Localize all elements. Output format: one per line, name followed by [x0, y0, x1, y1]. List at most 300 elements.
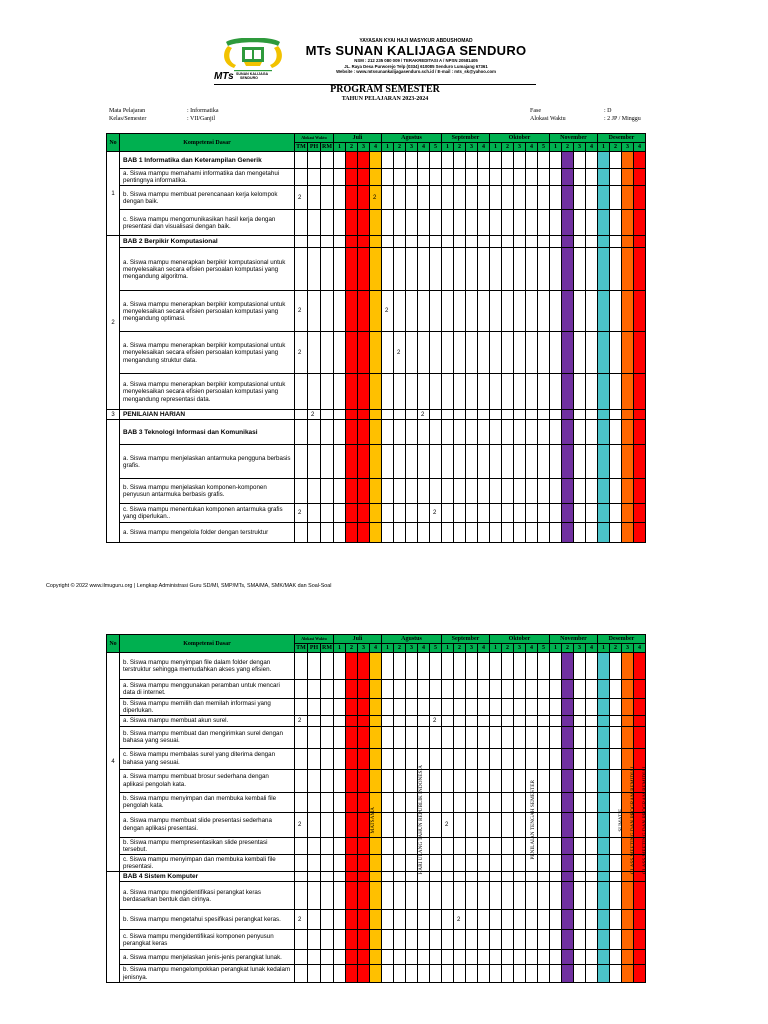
week-cell — [358, 837, 370, 854]
kd-cell: a. Siswa mampu membuat akun surel. — [120, 716, 295, 726]
week-cell — [490, 291, 502, 332]
week-cell — [514, 420, 526, 445]
ph-cell — [308, 726, 321, 748]
week-cell — [622, 523, 634, 543]
week-cell — [574, 291, 586, 332]
week-cell — [490, 965, 502, 982]
week-cell — [406, 726, 418, 748]
week-cell — [622, 332, 634, 374]
school-name: MTs SUNAN KALIJAGA SENDURO — [305, 43, 527, 58]
week-cell — [598, 504, 610, 523]
ph-cell — [308, 699, 321, 716]
week-cell — [370, 332, 382, 374]
week-cell — [358, 748, 370, 769]
week-cell — [430, 930, 442, 950]
week-mark: 2 — [433, 718, 437, 724]
week-cell — [610, 210, 622, 236]
week-cell — [358, 420, 370, 445]
week-cell — [586, 523, 598, 543]
col-no: No — [107, 134, 120, 152]
week-cell — [610, 248, 622, 291]
week-cell — [490, 855, 502, 872]
week-cell — [538, 930, 550, 950]
week-cell — [454, 479, 466, 504]
week-cell — [358, 910, 370, 930]
week-cell — [478, 420, 490, 445]
week-cell — [574, 950, 586, 965]
week-cell — [454, 716, 466, 726]
week-cell — [622, 726, 634, 748]
penilaian-harian: PENILAIAN HARIAN — [120, 410, 295, 420]
week-cell — [562, 152, 574, 169]
col-rm: RM — [322, 144, 332, 150]
week-cell — [586, 769, 598, 792]
ph-cell — [308, 930, 321, 950]
col-week: 1 — [550, 644, 562, 653]
week-cell — [394, 479, 406, 504]
week-cell — [418, 792, 430, 812]
ph-cell — [308, 769, 321, 792]
ph-cell — [308, 748, 321, 769]
week-cell — [430, 855, 442, 872]
week-cell — [466, 882, 478, 910]
week-cell — [526, 523, 538, 543]
week-cell — [538, 186, 550, 210]
week-cell — [634, 872, 646, 882]
week-cell — [598, 748, 610, 769]
week-cell — [466, 910, 478, 930]
week-cell — [346, 855, 358, 872]
week-cell — [502, 910, 514, 930]
week-cell — [598, 186, 610, 210]
week-cell — [502, 680, 514, 699]
program-table-1 — [106, 133, 646, 543]
week-cell — [430, 332, 442, 374]
week-cell — [562, 291, 574, 332]
tm-cell — [295, 726, 308, 748]
week-cell — [358, 726, 370, 748]
week-cell — [430, 653, 442, 680]
week-cell — [586, 680, 598, 699]
col-week: 4 — [478, 644, 490, 653]
week-cell — [418, 169, 430, 186]
week-cell — [370, 872, 382, 882]
week-cell — [418, 930, 430, 950]
week-cell — [610, 332, 622, 374]
week-cell — [394, 210, 406, 236]
week-cell — [466, 291, 478, 332]
week-cell — [418, 152, 430, 169]
tm-cell: 2 — [295, 716, 308, 726]
week-cell — [394, 950, 406, 965]
week-cell — [610, 523, 622, 543]
col-week: 3 — [574, 143, 586, 152]
week-cell — [634, 792, 646, 812]
week-cell — [358, 445, 370, 479]
week-cell — [442, 169, 454, 186]
col-week: 5 — [430, 644, 442, 653]
week-cell — [586, 726, 598, 748]
week-cell — [346, 950, 358, 965]
week-cell — [442, 291, 454, 332]
week-cell — [586, 792, 598, 812]
week-cell — [586, 965, 598, 982]
week-cell — [442, 410, 454, 420]
col-week: 2 — [346, 143, 358, 152]
week-cell — [562, 910, 574, 930]
week-cell — [598, 882, 610, 910]
week-cell — [586, 210, 598, 236]
ph-cell — [308, 716, 321, 726]
week-cell — [598, 792, 610, 812]
col-week: 2 — [610, 644, 622, 653]
kd-cell: b. Siswa mampu mengelompokkan perangkat lunak kedalam jenisnya. — [120, 965, 295, 982]
week-cell — [430, 950, 442, 965]
week-cell — [490, 169, 502, 186]
week-cell — [598, 169, 610, 186]
week-cell — [406, 855, 418, 872]
week-cell — [370, 374, 382, 410]
week-cell — [454, 210, 466, 236]
tm-cell — [295, 930, 308, 950]
week-cell — [490, 653, 502, 680]
week-cell — [514, 445, 526, 479]
week-cell — [610, 152, 622, 169]
week-cell — [562, 210, 574, 236]
tm-cell — [295, 769, 308, 792]
week-cell — [442, 748, 454, 769]
week-cell — [454, 855, 466, 872]
week-cell — [490, 504, 502, 523]
col-month-oktober: Oktober — [490, 134, 550, 143]
week-cell — [442, 716, 454, 726]
tm-cell — [295, 882, 308, 910]
rm-cell — [321, 445, 334, 479]
week-cell — [478, 169, 490, 186]
week-cell — [334, 910, 346, 930]
week-cell — [454, 186, 466, 210]
letterhead-text — [296, 38, 536, 75]
week-cell — [394, 716, 406, 726]
rm-cell — [321, 410, 334, 420]
week-cell — [418, 965, 430, 982]
week-cell — [502, 210, 514, 236]
week-cell — [406, 950, 418, 965]
week-cell — [334, 872, 346, 882]
week-cell — [490, 748, 502, 769]
week-cell — [334, 716, 346, 726]
kd-cell: b. Siswa mampu menjelaskan komponen-komponen penyusun antarmuka berbasis grafis. — [120, 479, 295, 504]
week-cell — [454, 374, 466, 410]
kd-cell: b. Siswa mampu memilih dan memilah informasi yang diperlukan. — [120, 699, 295, 716]
week-cell — [466, 186, 478, 210]
rm-cell — [321, 769, 334, 792]
week-cell — [574, 910, 586, 930]
week-cell — [574, 374, 586, 410]
week-cell — [358, 169, 370, 186]
week-cell — [550, 699, 562, 716]
week-cell — [466, 445, 478, 479]
week-cell — [598, 812, 610, 837]
week-cell — [466, 699, 478, 716]
week-cell — [550, 965, 562, 982]
week-cell — [538, 812, 550, 837]
week-cell — [454, 445, 466, 479]
week-cell — [382, 236, 394, 248]
week-cell — [514, 965, 526, 982]
week-cell — [622, 291, 634, 332]
week-cell — [382, 965, 394, 982]
week-cell — [478, 410, 490, 420]
week-cell — [574, 410, 586, 420]
week-cell — [406, 332, 418, 374]
week-mark: 2 — [373, 194, 377, 201]
week-cell — [550, 332, 562, 374]
week-cell — [454, 680, 466, 699]
rm-cell — [321, 726, 334, 748]
week-cell — [574, 699, 586, 716]
tm-cell — [295, 420, 308, 445]
week-cell — [574, 152, 586, 169]
week-cell — [346, 479, 358, 504]
week-cell — [526, 882, 538, 910]
week-cell — [514, 837, 526, 854]
week-cell — [634, 837, 646, 854]
week-cell — [538, 837, 550, 854]
week-cell — [370, 680, 382, 699]
week-cell — [538, 374, 550, 410]
kd-cell: a. Siswa mampu menjelaskan jenis-jenis perangkat lunak. — [120, 950, 295, 965]
week-cell — [430, 699, 442, 716]
week-cell — [478, 910, 490, 930]
week-cell — [442, 812, 454, 837]
week-mark: 2 — [385, 308, 389, 315]
week-cell — [550, 169, 562, 186]
week-cell — [562, 748, 574, 769]
week-cell — [622, 699, 634, 716]
week-cell — [562, 504, 574, 523]
week-cell — [358, 291, 370, 332]
week-cell — [502, 930, 514, 950]
week-cell — [442, 680, 454, 699]
week-cell — [586, 882, 598, 910]
kd-cell: a. Siswa mampu memahami informatika dan mengetahui pentingnya informatika. — [120, 169, 295, 186]
col-week: 1 — [490, 143, 502, 152]
week-cell — [454, 837, 466, 854]
week-cell — [538, 410, 550, 420]
week-cell — [634, 882, 646, 910]
week-cell — [514, 726, 526, 748]
week-cell — [394, 680, 406, 699]
week-cell — [502, 248, 514, 291]
week-cell — [634, 169, 646, 186]
week-cell — [394, 420, 406, 445]
week-cell — [454, 792, 466, 812]
week-cell — [478, 479, 490, 504]
week-cell — [598, 653, 610, 680]
week-cell — [418, 716, 430, 726]
rm-cell — [321, 186, 334, 210]
week-cell — [418, 479, 430, 504]
week-cell — [382, 291, 394, 332]
week-cell — [478, 504, 490, 523]
week-cell — [466, 792, 478, 812]
week-cell — [514, 872, 526, 882]
col-week: 2 — [562, 644, 574, 653]
week-cell — [490, 716, 502, 726]
week-cell — [406, 420, 418, 445]
week-cell — [610, 726, 622, 748]
week-cell — [586, 653, 598, 680]
week-cell — [442, 504, 454, 523]
week-cell — [478, 792, 490, 812]
week-cell — [622, 855, 634, 872]
row-number: 1 — [107, 152, 120, 236]
tm-cell — [295, 169, 308, 186]
meta-alokasi-value: : 2 JP / Minggu — [604, 116, 641, 122]
week-cell — [382, 792, 394, 812]
week-cell — [406, 410, 418, 420]
week-cell — [370, 445, 382, 479]
week-cell — [334, 769, 346, 792]
week-cell — [418, 374, 430, 410]
week-cell — [358, 812, 370, 837]
week-cell — [394, 748, 406, 769]
week-cell — [454, 169, 466, 186]
col-week: 5 — [538, 644, 550, 653]
week-cell — [622, 374, 634, 410]
week-cell — [358, 248, 370, 291]
week-cell — [370, 210, 382, 236]
week-cell — [538, 236, 550, 248]
week-cell — [610, 420, 622, 445]
week-cell — [526, 965, 538, 982]
week-cell — [334, 210, 346, 236]
vertical-label-text: SUMATIF — [618, 808, 624, 832]
week-cell — [526, 504, 538, 523]
tm-cell — [295, 210, 308, 236]
school-nsm: NSM : 212 235 080 009 / TERAKREDITASI A / NPSN 20581405 — [354, 58, 478, 63]
week-cell — [478, 748, 490, 769]
week-cell — [562, 769, 574, 792]
week-cell — [514, 248, 526, 291]
week-cell — [514, 523, 526, 543]
week-cell — [430, 748, 442, 769]
week-cell — [634, 332, 646, 374]
meta-mapel-label: Mata Pelajaran — [109, 108, 146, 114]
week-cell — [370, 420, 382, 445]
ph-cell — [308, 479, 321, 504]
kd-cell: b. Siswa mampu membuat dan mengirimkan surel dengan bahasa yang sesuai. — [120, 726, 295, 748]
col-week: 3 — [466, 143, 478, 152]
week-cell — [598, 374, 610, 410]
col-week: 2 — [454, 644, 466, 653]
week-cell — [346, 332, 358, 374]
row-number: 3 — [107, 410, 120, 420]
week-cell — [442, 792, 454, 812]
week-cell — [634, 479, 646, 504]
week-cell — [502, 374, 514, 410]
week-cell — [610, 769, 622, 792]
week-cell — [574, 726, 586, 748]
week-cell — [610, 872, 622, 882]
col-week: 3 — [358, 644, 370, 653]
week-cell — [598, 445, 610, 479]
week-cell — [382, 504, 394, 523]
week-cell — [430, 479, 442, 504]
week-cell — [586, 152, 598, 169]
week-cell — [586, 332, 598, 374]
week-cell — [346, 792, 358, 812]
week-cell — [526, 748, 538, 769]
week-cell — [442, 420, 454, 445]
week-cell — [514, 374, 526, 410]
week-cell — [406, 872, 418, 882]
week-cell — [382, 748, 394, 769]
week-cell — [574, 680, 586, 699]
tm-cell — [295, 523, 308, 543]
col-month-desember: Desember — [598, 635, 646, 644]
week-cell — [358, 680, 370, 699]
week-cell — [622, 445, 634, 479]
week-cell — [526, 332, 538, 374]
rm-cell — [321, 855, 334, 872]
week-cell — [526, 699, 538, 716]
week-cell — [406, 236, 418, 248]
school-logo-icon — [214, 38, 294, 82]
col-week: 3 — [622, 143, 634, 152]
week-cell — [598, 332, 610, 374]
week-cell — [598, 965, 610, 982]
week-cell — [586, 248, 598, 291]
week-cell — [550, 792, 562, 812]
week-cell — [574, 445, 586, 479]
week-cell — [502, 504, 514, 523]
ph-cell — [308, 152, 321, 169]
week-cell — [334, 291, 346, 332]
week-cell — [490, 872, 502, 882]
ph-cell — [308, 169, 321, 186]
col-alokasi: Alokasi Waktu — [295, 134, 334, 143]
week-cell — [634, 910, 646, 930]
week-cell — [574, 716, 586, 726]
week-cell — [382, 210, 394, 236]
week-cell — [358, 410, 370, 420]
week-cell — [526, 726, 538, 748]
col-month-oktober: Oktober — [490, 635, 550, 644]
row-number — [107, 872, 120, 982]
week-cell — [478, 812, 490, 837]
col-week: 5 — [430, 143, 442, 152]
week-cell — [502, 792, 514, 812]
rm-cell — [321, 210, 334, 236]
week-cell — [526, 169, 538, 186]
week-cell — [562, 479, 574, 504]
week-cell — [514, 186, 526, 210]
bab-heading: BAB 3 Teknologi Informasi dan Komunikasi — [120, 420, 295, 445]
col-month-juli: Juli — [334, 134, 382, 143]
week-cell — [394, 882, 406, 910]
week-cell — [538, 769, 550, 792]
week-cell — [490, 410, 502, 420]
week-cell — [526, 950, 538, 965]
week-cell — [634, 699, 646, 716]
week-cell — [550, 445, 562, 479]
week-cell — [550, 479, 562, 504]
week-cell — [418, 910, 430, 930]
week-cell — [358, 504, 370, 523]
week-cell — [334, 812, 346, 837]
